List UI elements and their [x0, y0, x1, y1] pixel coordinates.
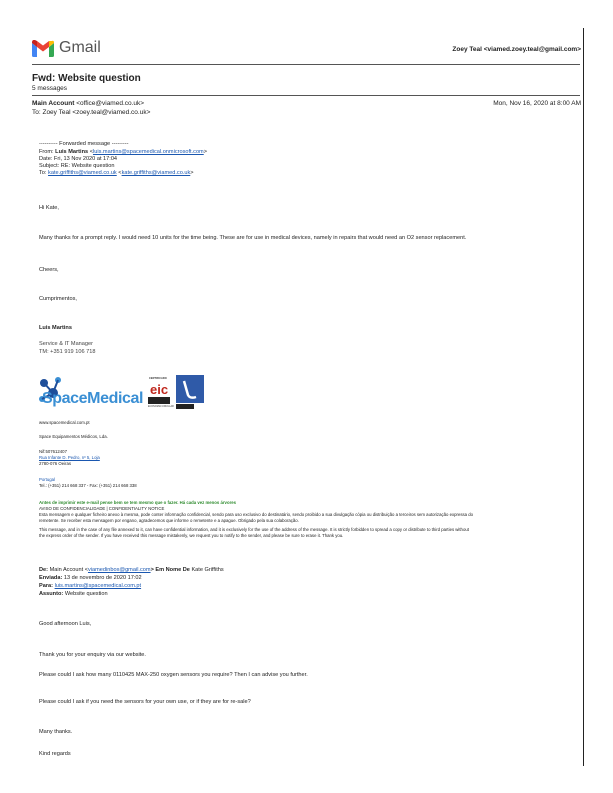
company-country: Portugal [39, 477, 56, 482]
body-cumprimentos: Cumprimentos, [39, 296, 77, 302]
subject-divider [32, 95, 580, 96]
message-recipient: To: Zoey Teal <zoey.teal@viamed.co.uk> [32, 109, 151, 116]
sender-email: <office@viamed.co.uk> [76, 100, 145, 107]
signature-name: Luis Martins [39, 325, 72, 331]
quoted-thanks: Thank you for your enquiry via our website. [39, 652, 146, 658]
forward-subject: Subject: RE: Website question [39, 163, 115, 169]
eic-badge: CERTIFICADO eic ECONOMIA CIRCULAR [148, 377, 174, 408]
quoted-to-email-link[interactable]: luis.martins@spacemedical.com.pt [54, 583, 142, 589]
quoted-from-email-link[interactable]: viamedinbox@gmail.com [87, 567, 151, 573]
quoted-from: De: Main Account <viamedinbox@gmail.com> Em Nome De Kate Griffiths [39, 567, 224, 573]
forward-from: From: Luis Martins <luis.martins@spacemedical.onmicrosoft.com> [39, 149, 208, 155]
header-divider [32, 64, 580, 65]
confidentiality-title: AVISO DE CONFIDENCIALIDADE | CONFIDENTIALITY NOTICE [39, 506, 165, 511]
thread-subject: Fwd: Website question [32, 73, 141, 84]
forward-to-email-link-2[interactable]: kate.griffiths@viamed.co.uk [121, 170, 191, 176]
quoted-many-thanks: Many thanks. [39, 729, 73, 735]
company-nif: Nif:507612407 [39, 449, 67, 454]
quoted-greeting: Good afternoon Luis, [39, 621, 92, 627]
sender-name: Main Account [32, 100, 75, 107]
confidentiality-en-1: This message, and in the case of any file annexed to it, can have confidential information, and it is exclusively for the use of the address of the message. It is strictly forbidden to spread a copy or distribute to third parties without [39, 527, 469, 532]
company-tel-fax: Tel.: (+351) 214 668 337 - Fax: (+351) 214 668 338 [39, 483, 137, 488]
company-website: www.spacemedical.com.pt [39, 420, 90, 425]
body-cheers: Cheers, [39, 267, 59, 273]
quoted-question-2: Please could I ask if you need the sensors for your own use, or if they are for re-sale? [39, 699, 251, 705]
signature-phone: TM: +351 919 106 718 [39, 349, 96, 355]
company-name: Space Equipamentos Médicos, Lda. [39, 434, 108, 439]
forward-to-email-link[interactable]: kate.griffiths@viamed.co.uk [48, 170, 117, 176]
page-right-border [583, 28, 584, 766]
forward-date: Date: Fri, 13 Nov 2020 at 17:04 [39, 156, 118, 162]
quoted-question: Please could I ask how many 0110425 MAX-250 oxygen sensors you require? Then I can advise you further. [39, 672, 308, 678]
account-label: Zoey Teal <viamed.zoey.teal@gmail.com> [452, 46, 581, 53]
eco-notice: Antes de imprimir este e-mail pense bem se tem mesmo que o fazer. Há cada vez menos árvores [39, 500, 237, 505]
confidentiality-pt-1: Esta mensagem e qualquer ficheiro anexo à mesma, pode conter informação confidencial, sendo para uso exclusivo do destinatário, sendo proibido a sua divulgação cópia ou distribuição a terceiros sem autorização expressa do [39, 512, 474, 517]
quoted-subject: Assunto: Website question [39, 591, 108, 597]
message-date: Mon, Nov 16, 2020 at 8:00 AM [493, 100, 581, 107]
company-street-link[interactable]: Rua Infante D. Pedro, nº 5, Loja [39, 455, 100, 460]
forward-divider: ---------- Forwarded message --------- [39, 141, 129, 147]
confidentiality-en-2: the express order of the sender. If you have received this message mistakenly, we request you to notify to the sender, and please be sure to erase it. Thank you. [39, 533, 344, 538]
quoted-sent: Enviada: 13 de novembro de 2020 17:02 [39, 575, 142, 581]
quoted-kind-regards: Kind regards [39, 751, 71, 757]
gmail-wordmark: Gmail [59, 39, 101, 56]
gmail-logo-icon [32, 40, 54, 57]
body-paragraph: Many thanks for a prompt reply. I would need 10 units for the time being. These are for use in medical devices, namely in repairs that would need an O2 sensor replacement. [39, 235, 467, 241]
certification-seal-icon [176, 375, 204, 409]
forward-to: To: kate.griffiths@viamed.co.uk <kate.griffiths@viamed.co.uk> [39, 170, 194, 176]
confidentiality-pt-2: remetente. Se receber esta mensagem por engano, agradecemos que informe o remetente e a apague. Obrigado pela sua colaboração. [39, 518, 299, 523]
message-count: 5 messages [32, 85, 68, 92]
company-postcode: 2780-076 Oeiras [39, 461, 72, 466]
signature-title: Service & IT Manager [39, 341, 93, 347]
message-sender [32, 100, 144, 107]
quoted-to: Para: luis.martins@spacemedical.com.pt [39, 583, 142, 589]
body-greeting: Hi Kate, [39, 205, 59, 211]
forward-from-email-link[interactable]: luis.martins@spacemedical.onmicrosoft.com [92, 149, 204, 155]
spacemedical-wordmark: SpaceMedical [42, 390, 144, 407]
